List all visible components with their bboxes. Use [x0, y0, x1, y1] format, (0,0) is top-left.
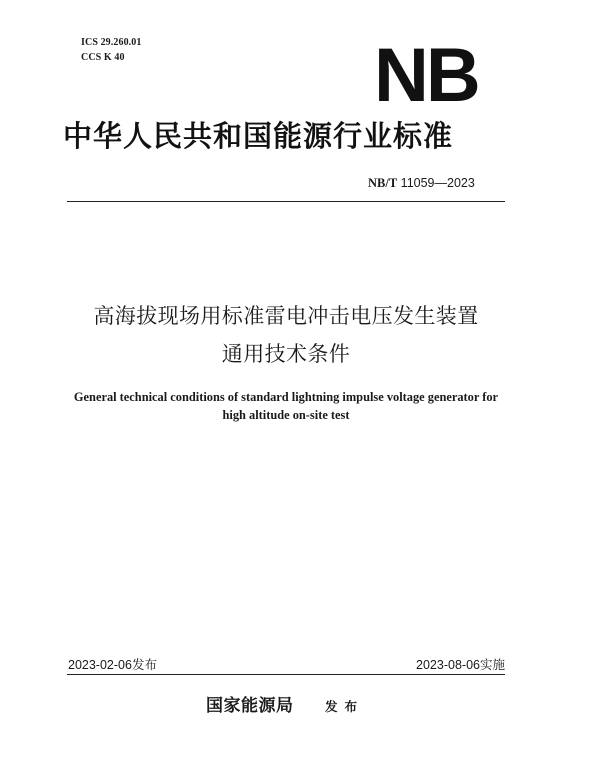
- issue-date-value: 2023-02-06: [68, 658, 132, 672]
- ccs-code: CCS K 40: [81, 52, 125, 63]
- issuer-action: 发布: [325, 699, 365, 714]
- chinese-title-line-2: 通用技术条件: [221, 342, 351, 366]
- issue-date-suffix: 发布: [131, 657, 157, 672]
- issue-date: [68, 655, 157, 673]
- standard-number: [368, 176, 475, 191]
- ics-code: ICS 29.260.01: [81, 37, 142, 48]
- organization-title: 中华人民共和国能源行业标准: [63, 119, 454, 153]
- top-divider: [67, 201, 505, 202]
- implementation-date-value: 2023-08-06: [416, 658, 480, 672]
- chinese-title-line-1: 高海拔现场用标准雷电冲击电压发生装置: [93, 304, 479, 328]
- implementation-date: [393, 655, 505, 673]
- standard-prefix: NB/T: [368, 176, 398, 190]
- issuer-name: 国家能源局: [206, 696, 294, 716]
- nb-logo: NB: [374, 33, 478, 118]
- english-title-line-1: General technical conditions of standard lightning impulse voltage generator for: [73, 390, 499, 404]
- bottom-divider: [67, 674, 505, 675]
- standard-code: 11059—2023: [400, 176, 475, 190]
- implementation-date-suffix: 实施: [479, 657, 505, 672]
- english-title-line-2: high altitude on-site test: [222, 408, 350, 422]
